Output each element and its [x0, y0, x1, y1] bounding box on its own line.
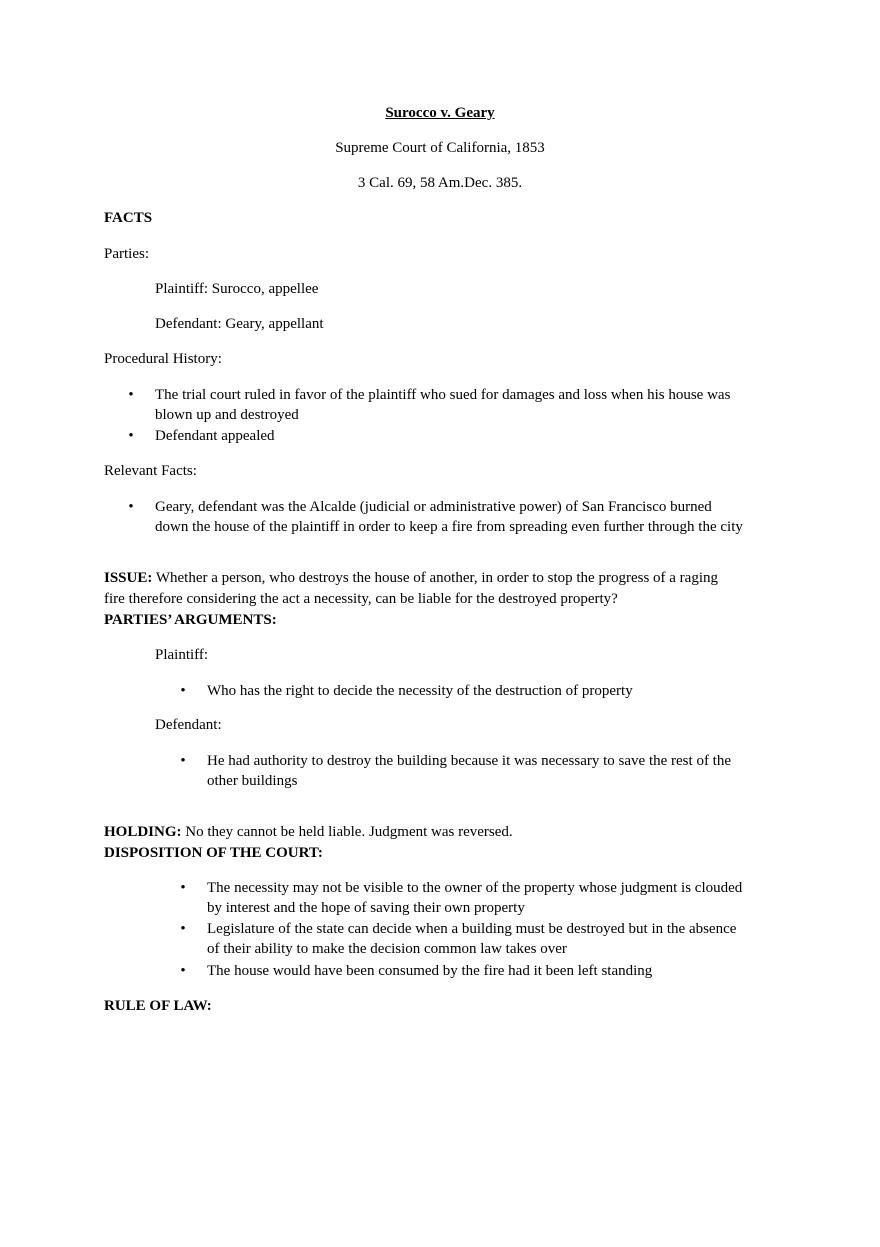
bullet-icon: • [128, 387, 134, 403]
holding-label: HOLDING: [104, 824, 182, 840]
facts-heading: FACTS [104, 210, 153, 226]
plaintiff-party: Plaintiff: Surocco, appellee [155, 281, 319, 297]
plaintiff-argument-label: Plaintiff: [155, 647, 209, 663]
issue-text-line2: fire therefore considering the act a necessity, can be liable for the destroyed property? [104, 591, 618, 607]
arguments-heading: PARTIES’ ARGUMENTS: [104, 612, 277, 628]
bullet-icon: • [180, 963, 186, 979]
parties-label: Parties: [104, 246, 149, 262]
defendant-party: Defendant: Geary, appellant [155, 316, 324, 332]
court-name: Supreme Court of California, 1853 [335, 140, 545, 156]
bullet-icon: • [180, 683, 186, 699]
disposition-heading: DISPOSITION OF THE COURT: [104, 845, 323, 861]
holding-text: No they cannot be held liable. Judgment was reversed. [181, 824, 513, 840]
case-citation: 3 Cal. 69, 58 Am.Dec. 385. [357, 175, 523, 191]
bullet-icon: • [180, 921, 186, 937]
holding-paragraph [104, 822, 513, 843]
bullet-icon: • [128, 428, 134, 444]
defendant-argument-label: Defendant: [155, 717, 222, 733]
relevant-facts-label: Relevant Facts: [104, 463, 197, 479]
rule-of-law-heading: RULE OF LAW: [104, 998, 212, 1014]
bullet-icon: • [180, 753, 186, 769]
bullet-icon: • [128, 499, 134, 515]
document-page: Surocco v. Geary Supreme Court of California, 1853 3 Cal. 69, 58 Am.Dec. 385. FACTS Parties: Plaintiff: Surocco, appellee Defendant: Geary, appellant Procedural History: • The trial court ruled in favor of the plaintiff who sued for damages and loss when his house was blown up and destroyed • Defendant appealed Relevant Facts: • Geary, defendant was the Alcalde (judicial or administrative power) of San Francisco burned down the house of the plaintiff in order to keep a fire from spreading even further through the city ISSUE: Whether a person, who destroys the house of another, in order to stop the progress of a raging fire therefore considering the act a necessity, can be liable for the destroyed property? PARTIES’ ARGUMENTS: Plaintiff: • Who has the right to decide the necessity of the destruction of property Defendant: • He had authority to destroy the building because it was necessary to save the rest of the other buildings HOLDING: No they cannot be held liable. Judgment was reversed. DISPOSITION OF THE COURT: • The necessity may not be visible to the owner of the property whose judgment is clouded by interest and the hope of saving their own property • Legislature of the state can decide when a building must be destroyed but in the absence of their ability to make the decision common law takes over • The house would have been consumed by the fire had it been left standing RULE OF LAW: [0, 0, 880, 1247]
case-title: Surocco v. Geary [385, 105, 495, 121]
issue-label: ISSUE: [104, 570, 153, 586]
procedural-history-label: Procedural History: [104, 351, 222, 367]
issue-text-line1: Whether a person, who destroys the house of another, in order to stop the progress of a raging [152, 570, 719, 586]
bullet-icon: • [180, 880, 186, 896]
